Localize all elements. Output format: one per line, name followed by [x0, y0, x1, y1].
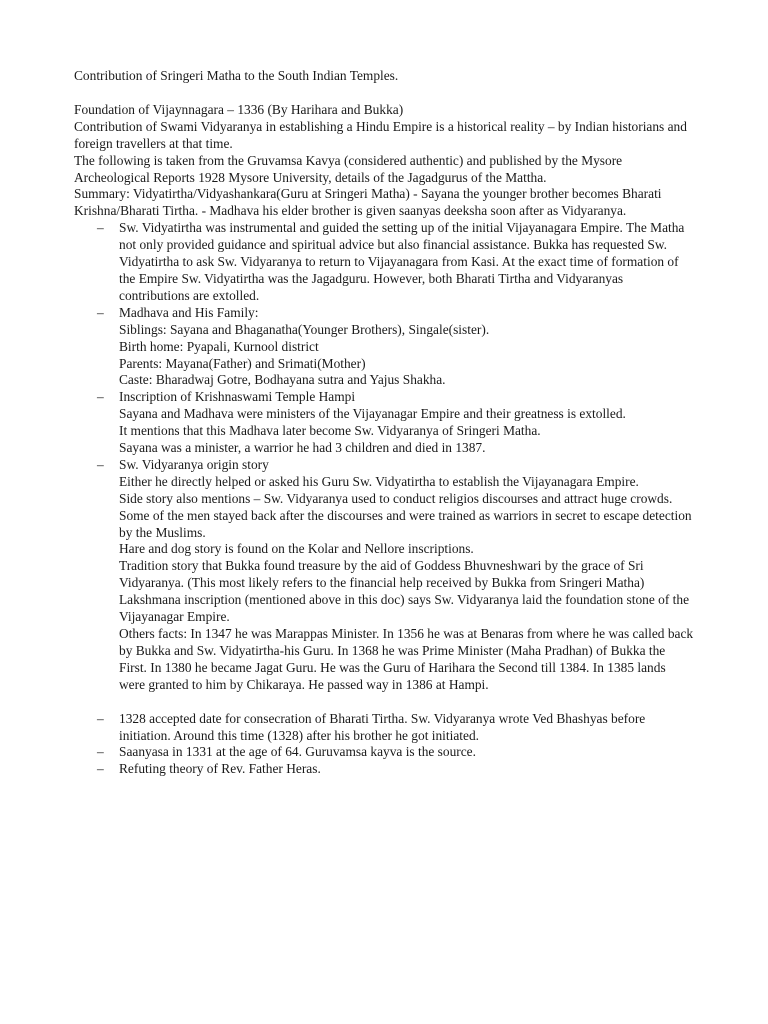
bullet-text: Birth home: Pyapali, Kurnool district	[119, 338, 319, 354]
intro-paragraph: The following is taken from the Gruvamsa Kavya (considered authentic) and published by the Mysore Archeological Reports 1928 Mysore University, details of the Jagadgurus of the Mattha.	[74, 152, 623, 185]
bullet-item	[74, 389, 694, 457]
bullet-text: Tradition story that Bukka found treasure by the aid of Goddess Bhuvneshwari by the grace of Sri Vidyaranya. (This most likely refers to the financial help received by Bukka from Sringeri Matha)	[119, 558, 645, 591]
intro-paragraph: Foundation of Vijaynnagara – 1336 (By Harihara and Bukka)	[74, 101, 404, 117]
bullet-dash: –	[97, 304, 104, 320]
bullet-text: Caste: Bharadwaj Gotre, Bodhayana sutra and Yajus Shakha.	[119, 372, 446, 388]
bullet-item	[74, 220, 694, 305]
bullet-text: Parents: Mayana(Father) and Srimati(Mother)	[119, 355, 366, 371]
intro-section	[74, 102, 694, 220]
bullet-text: Refuting theory of Rev. Father Heras.	[119, 761, 321, 777]
bullet-text: Inscription of Krishnaswami Temple Hampi	[119, 389, 356, 405]
bullet-text: Lakshmana inscription (mentioned above in this doc) says Sw. Vidyaranya laid the foundation stone of the Vijayanagar Empire.	[119, 592, 690, 625]
intro-paragraph: Contribution of Swami Vidyaranya in establishing a Hindu Empire is a historical reality – by Indian historians and foreign travellers at that time.	[74, 118, 687, 151]
bullet-dash: –	[97, 744, 104, 760]
bullet-text: Side story also mentions – Sw. Vidyaranya used to conduct religios discourses and attract huge crowds. Some of the men stayed back after the discourses and were trained as warriors in secret to escape detection by the Muslims.	[119, 490, 692, 540]
bullet-text: Saanyasa in 1331 at the age of 64. Guruvamsa kayva is the source.	[119, 744, 476, 760]
bullet-item	[74, 305, 694, 390]
bullet-text: Sayana was a minister, a warrior he had 3 children and died in 1387.	[119, 440, 486, 456]
bullet-item	[74, 457, 694, 694]
bullet-dash: –	[97, 456, 104, 472]
bullet-text: Either he directly helped or asked his Guru Sw. Vidyatirtha to establish the Vijayanagara Empire.	[119, 473, 639, 489]
bullet-item	[74, 761, 694, 778]
bullet-text: 1328 accepted date for consecration of Bharati Tirtha. Sw. Vidyaranya wrote Ved Bhashyas before initiation. Around this time (1328) after his brother he got initiated.	[119, 710, 646, 743]
document-page	[74, 68, 694, 778]
bullet-dash: –	[97, 710, 104, 726]
document-title: Contribution of Sringeri Matha to the South Indian Temples.	[74, 68, 399, 83]
bullet-dash: –	[97, 220, 104, 236]
bullet-item	[74, 711, 694, 745]
bullet-text: Others facts: In 1347 he was Marappas Minister. In 1356 he was at Benaras from where he was called back by Bukka and Sw. Vidyatirtha-his Guru. In 1368 he was Prime Minister (Maha Pradhan) of Bukka the First. In 1380 he became Jagat Guru. He was the Guru of Harihara the Second till 1384. In 1385 lands were granted to him by Chikaraya. He passed way in 1386 at Hampi.	[119, 626, 694, 692]
bullet-text: Madhava and His Family:	[119, 304, 259, 320]
bullet-text: Hare and dog story is found on the Kolar and Nellore inscriptions.	[119, 541, 474, 557]
bullet-text: Sw. Vidyatirtha was instrumental and guided the setting up of the initial Vijayanagara Empire. The Matha not only provided guidance and spiritual advice but also financial assistance. Bukka has requested Sw. Vidyatirtha to ask Sw. Vidyaranya to return to Vijayanagara from Kasi. At the exact time of formation of the Empire Sw. Vidyatirtha was the Jagadguru. However, both Bharati Tirtha and Vidyaranyas contributions are extolled.	[119, 220, 685, 303]
intro-paragraph: Summary: Vidyatirtha/Vidyashankara(Guru at Sringeri Matha) - Sayana the younger brother becomes Bharati Krishna/Bharati Tirtha. - Madhava his elder brother is given saanyas deeksha soon after as Vidyaranya.	[74, 186, 662, 219]
bullet-dash: –	[97, 389, 104, 405]
bullet-text: Sayana and Madhava were ministers of the Vijayanagar Empire and their greatness is extolled.	[119, 406, 626, 422]
bullet-list	[74, 220, 694, 778]
bullet-dash: –	[97, 761, 104, 777]
bullet-item	[74, 744, 694, 761]
bullet-text: Siblings: Sayana and Bhaganatha(Younger Brothers), Singale(sister).	[119, 321, 490, 337]
bullet-text: Sw. Vidyaranya origin story	[119, 456, 269, 472]
bullet-text: It mentions that this Madhava later become Sw. Vidyaranya of Sringeri Matha.	[119, 423, 541, 439]
